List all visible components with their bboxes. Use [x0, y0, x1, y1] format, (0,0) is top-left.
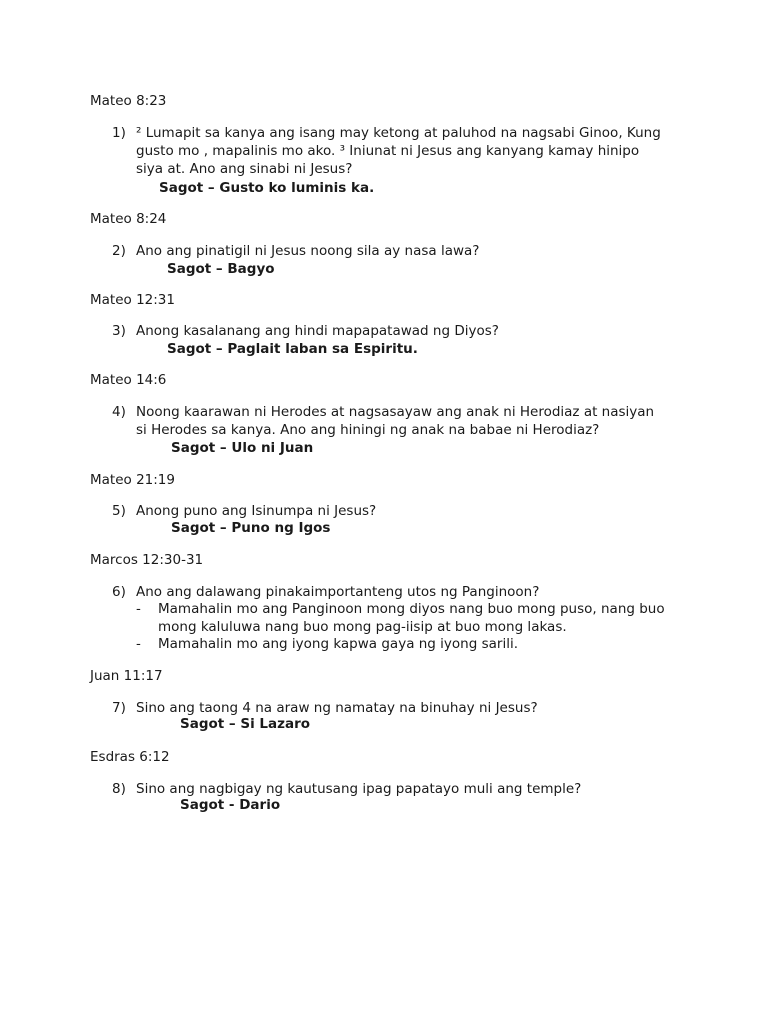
question-6: Ano ang dalawang pinakaimportanteng utos ng Panginoon?: [136, 584, 540, 600]
reference-1: Mateo 8:23: [90, 93, 167, 109]
bullet-marker: -: [136, 601, 141, 617]
answer-1: Sagot – Gusto ko luminis ka.: [159, 180, 375, 196]
reference-8: Esdras 6:12: [90, 749, 170, 765]
question-number-5: 5): [112, 503, 126, 519]
question-7: Sino ang taong 4 na araw ng namatay na binuhay ni Jesus?: [136, 700, 538, 716]
answer-7: Sagot – Si Lazaro: [180, 716, 311, 732]
question-number-4: 4): [112, 404, 126, 420]
reference-2: Mateo 8:24: [90, 211, 167, 227]
question-number-8: 8): [112, 781, 126, 797]
bullet-marker: -: [136, 636, 141, 652]
question-number-6: 6): [112, 584, 126, 600]
question-number-2: 2): [112, 243, 126, 259]
reference-4: Mateo 14:6: [90, 372, 167, 388]
question-number-3: 3): [112, 323, 126, 339]
bullet-item-1: Mamahalin mo ang Panginoon mong diyos nang buo mong puso, nang buo mong kaluluwa nang buo mong pag-iisip at buo mong lakas.: [158, 601, 665, 635]
question-number-7: 7): [112, 700, 126, 716]
reference-5: Mateo 21:19: [90, 472, 175, 488]
bullet-item-2: Mamahalin mo ang iyong kapwa gaya ng iyong sarili.: [158, 636, 518, 652]
answer-4: Sagot – Ulo ni Juan: [171, 440, 314, 456]
question-2: Ano ang pinatigil ni Jesus noong sila ay nasa lawa?: [136, 243, 480, 259]
question-number-1: 1): [112, 125, 126, 141]
reference-7: Juan 11:17: [90, 668, 163, 684]
question-4: Noong kaarawan ni Herodes at nagsasayaw ang anak ni Herodiaz at nasiyan si Herodes sa kanya. Ano ang hiningi ng anak na babae ni Herodiaz?: [136, 404, 655, 438]
reference-3: Mateo 12:31: [90, 292, 175, 308]
answer-5: Sagot – Puno ng Igos: [171, 520, 331, 536]
question-5: Anong puno ang Isinumpa ni Jesus?: [136, 503, 377, 519]
reference-6: Marcos 12:30-31: [90, 552, 204, 568]
question-1: ² Lumapit sa kanya ang isang may ketong at paluhod na nagsabi Ginoo, Kung gusto mo , mapalinis mo ako. ³ Iniunat ni Jesus ang kanyang kamay hinipo siya at. Ano ang sinabi ni Jesus?: [136, 125, 661, 177]
answer-3: Sagot – Paglait laban sa Espiritu.: [167, 341, 418, 357]
answer-8: Sagot - Dario: [180, 797, 281, 813]
question-8: Sino ang nagbigay ng kautusang ipag papatayo muli ang temple?: [136, 781, 582, 797]
question-3: Anong kasalanang ang hindi mapapatawad ng Diyos?: [136, 323, 499, 339]
answer-2: Sagot – Bagyo: [167, 261, 275, 277]
